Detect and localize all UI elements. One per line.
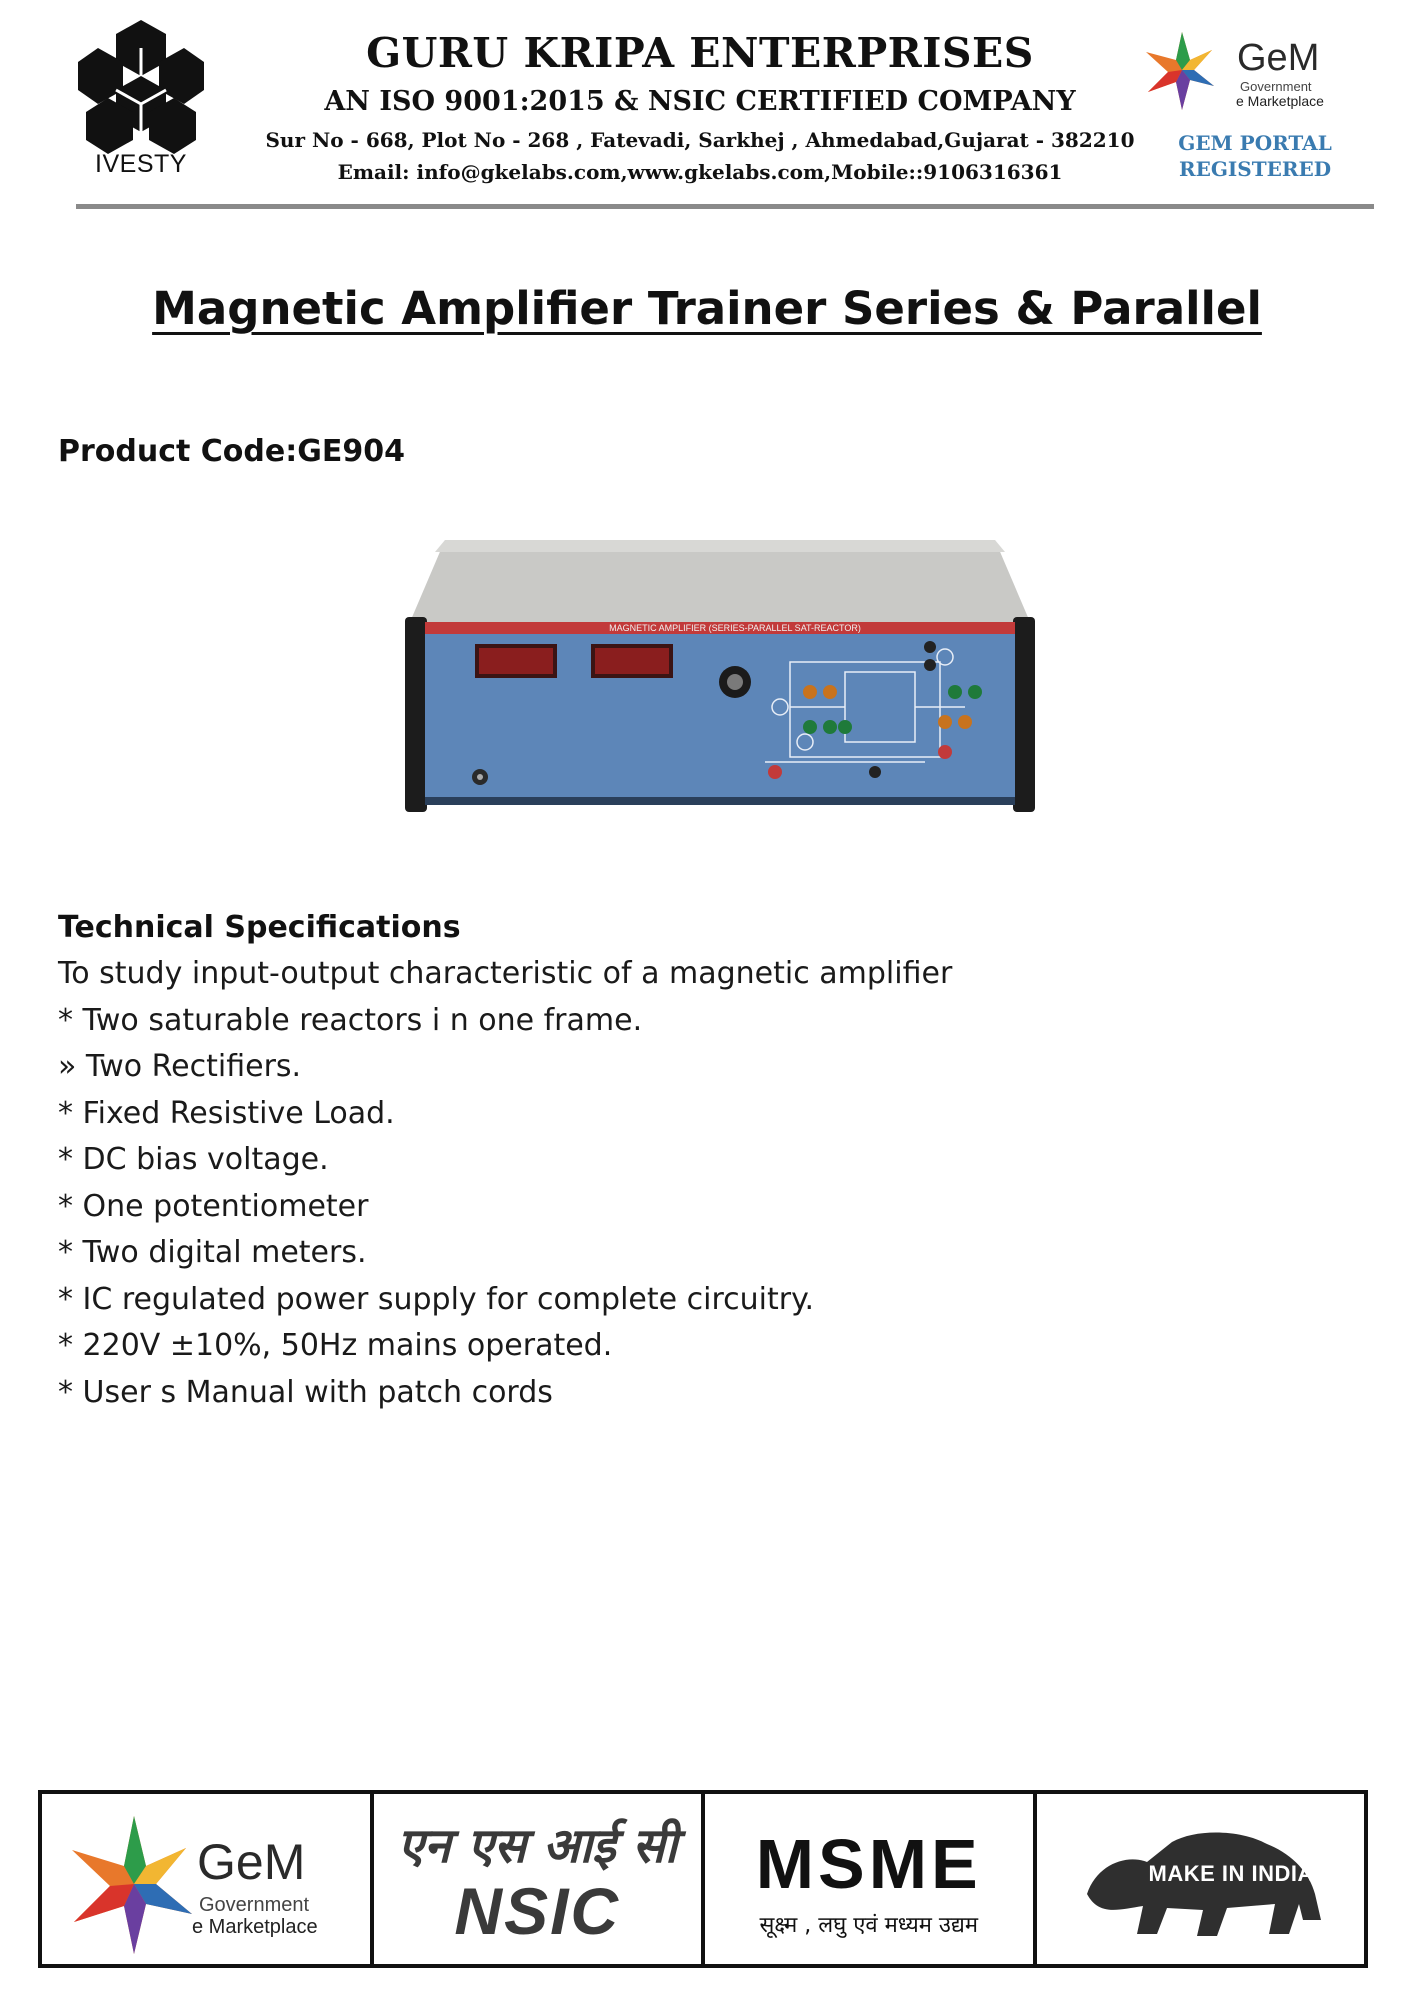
gem-portal-line2: REGISTERED bbox=[1178, 157, 1332, 181]
footer-nsic-logo bbox=[374, 1794, 706, 1964]
footer-gem-sub2: e Marketplace bbox=[192, 1916, 318, 1938]
company-name: GURU KRIPA ENTERPRISES bbox=[366, 29, 1034, 77]
gem-star-icon bbox=[64, 1808, 204, 1958]
make-in-india-text: MAKE IN INDIA bbox=[1148, 1861, 1314, 1886]
footer-gem-sub1: Government bbox=[199, 1894, 310, 1916]
company-address: Sur No - 668, Plot No - 268 , Fatevadi, Sarkhej , Ahmedabad,Gujarat - 382210 bbox=[265, 128, 1135, 152]
company-certification: AN ISO 9001:2015 & NSIC CERTIFIED COMPANY bbox=[324, 86, 1076, 117]
msme-word: MSME bbox=[755, 1825, 982, 1903]
spec-line: * User s Manual with patch cords bbox=[58, 1374, 553, 1410]
gem-portal-line1: GEM PORTAL bbox=[1178, 131, 1332, 155]
footer-gem-logo bbox=[42, 1794, 374, 1964]
spec-line: * DC bias voltage. bbox=[58, 1142, 329, 1177]
spec-line: * Fixed Resistive Load. bbox=[58, 1095, 395, 1131]
spec-line: * IC regulated power supply for complete circuitry. bbox=[58, 1281, 815, 1317]
spec-list bbox=[58, 951, 952, 1416]
gem-portal-registered bbox=[1155, 130, 1355, 182]
ivesty-logo-label: IVESTY bbox=[95, 150, 187, 178]
specs-heading: Technical Specifications bbox=[58, 910, 461, 945]
spec-line: * Two saturable reactors i n one frame. bbox=[58, 1002, 643, 1038]
company-block bbox=[230, 28, 1170, 188]
nsic-latin-text: NSIC bbox=[454, 1874, 621, 1948]
document-title: Magnetic Amplifier Trainer Series & Parallel bbox=[152, 282, 1262, 335]
product-photo bbox=[405, 532, 1035, 814]
spec-line: * One potentiometer bbox=[58, 1188, 369, 1224]
msme-hindi-text: सूक्ष्म , लघु एवं मध्यम उद्यम bbox=[759, 1913, 978, 1938]
technical-specifications bbox=[58, 905, 952, 1416]
header-divider bbox=[76, 204, 1374, 209]
gem-logo-sub1: Government bbox=[1240, 79, 1312, 94]
footer-msme-logo bbox=[705, 1794, 1037, 1964]
gem-logo-sub2: e Marketplace bbox=[1236, 93, 1324, 109]
spec-line: * 220V ±10%, 50Hz mains operated. bbox=[58, 1328, 613, 1363]
product-code: Product Code:GE904 bbox=[58, 434, 405, 469]
letterhead bbox=[0, 0, 1414, 215]
gem-logo-word: GeM bbox=[1237, 37, 1320, 79]
company-contact: Email: info@gkelabs.com,www.gkelabs.com,Mobile::9106316361 bbox=[337, 160, 1063, 184]
footer-gem-word: GeM bbox=[197, 1834, 306, 1890]
panel-label: MAGNETIC AMPLIFIER (SERIES-PARALLEL SAT-REACTOR) bbox=[609, 623, 861, 633]
spec-line: » Two Rectifiers. bbox=[58, 1049, 302, 1084]
footer-make-in-india-logo bbox=[1037, 1794, 1365, 1964]
spec-line: * Two digital meters. bbox=[58, 1235, 367, 1270]
spec-line: To study input-output characteristic of a magnetic amplifier bbox=[58, 956, 953, 991]
nsic-hindi-text: एन एस आई सी bbox=[397, 1818, 678, 1874]
certification-footer bbox=[38, 1790, 1368, 1968]
